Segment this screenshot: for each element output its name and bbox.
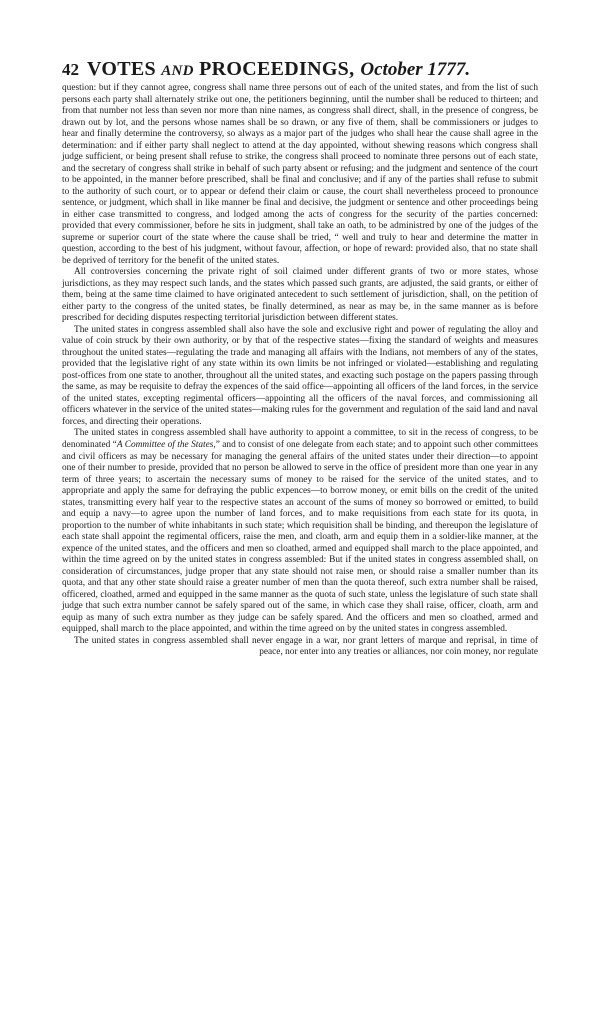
paragraph-3: The united states in congress assembled shall also have the sole and exclusive right and power of regulating the alloy and value of coin struck by their own authority, or by that of the respective states—fixing the standard of weights and measures throughout the united states—regulating the trade and managing all affairs with the Indians, not members of any of the states, provided that the legislative right of any state within its own limits be not infringed or violated—establishing and regulating post-offices from one state to another, throughout all the united states, and exacting such postage on the papers passing through the same, as may be requisite to defray the expences of the said office—appointing all officers of the land forces, in the service of the united states, excepting regimental officers—appointing all the officers of the naval forces, and commissioning all officers whatever in the service of the united states—making rules for the government and regulation of the said land and naval forces, and directing their operations. <box>62 324 538 427</box>
paragraph-5: The united states in congress assembled shall never engage in a war, nor grant letters of marque and reprisal, in time of peace, nor enter into any treaties or alliances, nor coin money, nor regulate <box>74 635 538 658</box>
paragraph-1: question: but if they cannot agree, congress shall name three persons out of each of the united states, and from the list of such persons each party shall alternately strike out one, the petitioners beginning, until the number shall be reduced to thirteen; and from that number not less than seven nor more than nine names, as congress shall direct, shall, in the presence of congress, be drawn out by lot, and the persons whose names shall be so drawn, or any five of them, shall be commissioners or judges to hear and finally determine the controversy, so always as a major part of the judges who shall hear the cause shall agree in the determination: and if either party shall neglect to attend at the day appointed, without shewing reasons which congress shall judge sufficient, or being present shall refuse to strike, the congress shall proceed to nominate three persons out of each state, and the secretary of congress shall strike in behalf of such party absent or refusing; and the judgment and sentence of the court to be appointed, in the manner before prescribed, shall be final and conclusive; and if any of the parties shall refuse to submit to the authority of such court, or to appear or defend their claim or cause, the court shall nevertheless proceed to pronounce sentence, or judgment, which shall in like manner be final and decisive, the judgment or sentence and other proceedings being in either case transmitted to congress, and lodged among the acts of congress for the security of the parties concerned: provided that every commissioner, before he sits in judgment, shall take an oath, to be administred by one of the judges of the supreme or superior court of the state where the cause shall be tried, “ well and truly to hear and determine the matter in question, according to the best of his judgment, without favour, affection, or hope of reward: provided also, that no state shall be deprived of territory for the benefit of the united states. <box>62 83 538 266</box>
running-head-and: AND <box>161 63 194 79</box>
paragraph-4 <box>62 428 538 635</box>
running-head-left: VOTES <box>87 58 156 80</box>
body-text <box>62 83 538 659</box>
paragraph-4-text-before: The united states in congress assembled shall have authority to appoint a committee, to sit in the recess of congress, to be denominated “ <box>62 428 538 450</box>
paragraph-4-text-after: ” and to consist of one delegate from each state; and to appoint such other committees and civil officers as may be necessary for managing the general affairs of the united states under their direction—to appoint one of their number to preside, provided that no person be allowed to serve in the office of president more than one year in any term of three years; to ascertain the necessary sums of money to be raised for the service of the united states, and to appropriate and apply the same for defraying the public expences—to borrow money, or emit bills on the credit of the united states, transmitting every half year to the respective states an account of the sums of money so borrowed or emitted, to build and equip a navy—to agree upon the number of land forces, and to make requisitions from each state for its quota, in proportion to the number of white inhabitants in such state; which requisition shall be binding, and thereupon the legislature of each state shall appoint the regimental officers, raise the men, and cloath, arm and equip them in a soldier-like manner, at the expence of the united states, and the officers and men so cloathed, armed and equipped shall march to the place appointed, and within the time agreed on by the united states in congress assembled: But if the united states in congress assembled shall, on consideration of circumstances, judge proper that any state should not raise men, or should raise a smaller number than its quota, and that any other state should raise a greater number of men than the quota thereof, such extra number shall be raised, officered, cloathed, armed and equipped in the same manner as the quota of such state, unless the legislature of such state shall judge that such extra number cannot be safely spared out of the same, in which case they shall raise, officer, cloath, arm and equip as many of such extra number as they judge can be safely spared. And the officers and men so cloathed, armed and equipped, shall march to the place appointed, and within the time agreed on by the united states in congress assembled. <box>62 439 539 635</box>
running-head <box>87 58 354 81</box>
header-date: October 1777. <box>360 59 471 80</box>
committee-of-states-italic: A Committee of the States, <box>116 439 216 450</box>
page-number: 42 <box>62 60 79 79</box>
page-header <box>62 58 538 81</box>
running-head-right: PROCEEDINGS, <box>199 58 355 80</box>
paragraph-2: All controversies concerning the private right of soil claimed under different grants of two or more states, whose jurisdictions, as they may respect such lands, and the states which passed such grants, are adjusted, the said grants, or either of them, being at the same time claimed to have originated antecedent to such settlement of jurisdiction, shall, on the petition of either party to the congress of the united states, be finally determined, as near as may be, in the same manner as is before prescribed for deciding disputes respecting territorial jurisdiction between different states. <box>62 267 538 324</box>
